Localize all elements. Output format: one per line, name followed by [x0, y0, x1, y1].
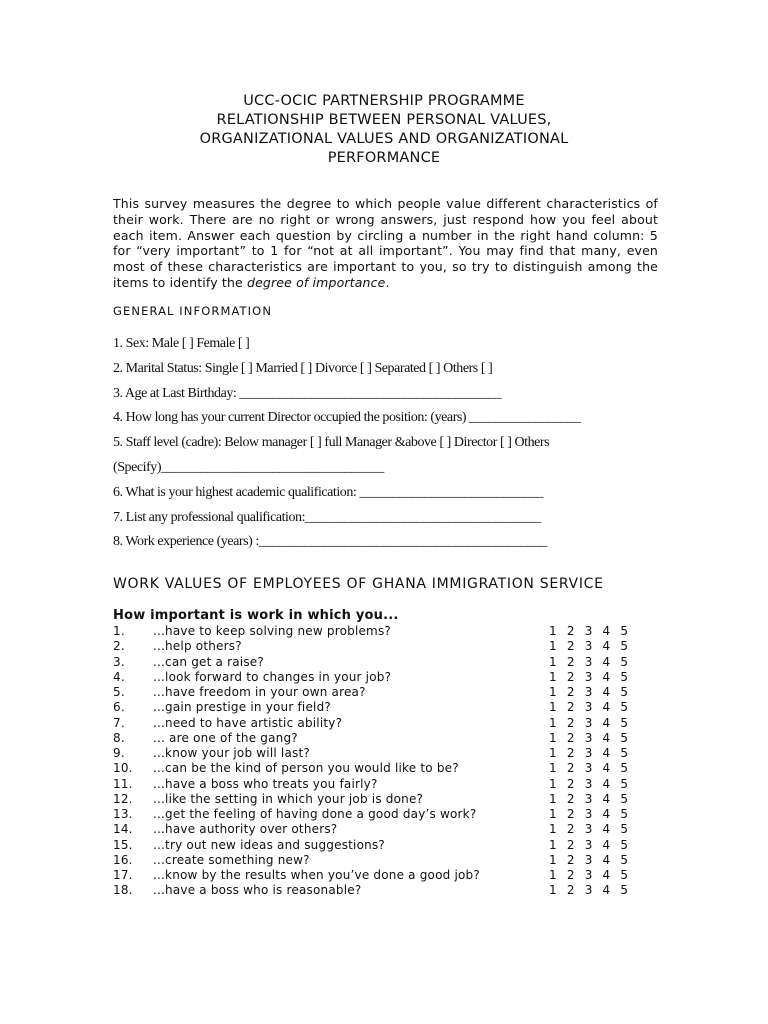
rating-scale[interactable]: 1 2 3 4 5 [549, 761, 629, 776]
item-number: 16. [113, 852, 133, 867]
item-number: 7. [113, 715, 125, 730]
rating-scale[interactable]: 1 2 3 4 5 [549, 791, 629, 806]
list-item [113, 700, 643, 715]
survey-instructions [113, 196, 658, 291]
item-text: ...like the setting in which your job is done? [153, 791, 424, 806]
rating-scale[interactable]: 1 2 3 4 5 [549, 700, 629, 715]
sex-field[interactable]: 1. Sex: Male [ ] Female [ ] [113, 336, 250, 351]
director-tenure-field[interactable]: 4. How long has your current Director occupied the position: (years) _________________ [113, 410, 581, 426]
item-number: 12. [113, 791, 133, 806]
staff-level-field[interactable]: 5. Staff level (cadre): Below manager [ ] full Manager &above [ ] Director [ ] Others [113, 435, 550, 451]
rating-scale[interactable]: 1 2 3 4 5 [549, 852, 629, 867]
list-item [113, 655, 643, 670]
item-number: 5. [113, 685, 125, 699]
item-number: 10. [113, 761, 133, 776]
academic-qualification-field[interactable]: 6. What is your highest academic qualification: ____________________________ [113, 484, 543, 500]
list-item [113, 761, 643, 776]
rating-scale[interactable]: 1 2 3 4 5 [549, 685, 629, 699]
item-text: ...can be the kind of person you would like to be? [153, 761, 459, 776]
age-field[interactable]: 3. Age at Last Birthday: ________________________________________ [113, 385, 502, 401]
item-text: ...help others? [153, 639, 242, 654]
item-number: 11. [113, 776, 133, 791]
question-stem: How important is work in which you... [113, 608, 399, 623]
rating-scale[interactable]: 1 2 3 4 5 [549, 730, 629, 745]
rating-scale[interactable]: 1 2 3 4 5 [549, 624, 629, 638]
item-number: 3. [113, 654, 125, 669]
title-line: RELATIONSHIP BETWEEN PERSONAL VALUES, [216, 112, 552, 128]
item-number: 15. [113, 837, 133, 852]
item-text: ...get the feeling of having done a good day’s work? [153, 807, 477, 821]
item-text: ...try out new ideas and suggestions? [153, 837, 385, 852]
item-text: ...have authority over others? [153, 822, 338, 837]
title-line: PERFORMANCE [327, 150, 441, 166]
rating-scale[interactable]: 1 2 3 4 5 [549, 807, 629, 821]
general-information-fields [113, 332, 673, 555]
rating-scale[interactable]: 1 2 3 4 5 [549, 654, 629, 669]
rating-scale[interactable]: 1 2 3 4 5 [549, 868, 629, 882]
list-item [113, 822, 643, 837]
rating-scale[interactable]: 1 2 3 4 5 [549, 715, 629, 730]
item-number: 8. [113, 730, 125, 745]
item-number: 14. [113, 822, 133, 837]
list-item [113, 746, 643, 761]
item-text: ...know your job will last? [153, 746, 310, 760]
list-item [113, 670, 643, 685]
item-number: 6. [113, 700, 125, 715]
item-number: 2. [113, 639, 125, 654]
work-values-heading: WORK VALUES OF EMPLOYEES OF GHANA IMMIGRATION SERVICE [113, 576, 604, 592]
rating-scale[interactable]: 1 2 3 4 5 [549, 669, 629, 684]
list-item [113, 685, 643, 700]
instructions-emphasis: degree of importance [246, 274, 386, 290]
general-information-heading: GENERAL INFORMATION [113, 304, 273, 318]
list-item [113, 777, 643, 792]
staff-level-specify-field[interactable]: (Specify)__________________________________ [113, 459, 384, 475]
item-text: ...look forward to changes in your job? [153, 669, 392, 684]
rating-scale[interactable]: 1 2 3 4 5 [549, 822, 629, 837]
rating-scale[interactable]: 1 2 3 4 5 [549, 883, 629, 898]
marital-status-field[interactable]: 2. Marital Status: Single [ ] Married [ ] Divorce [ ] Separated [ ] Others [ ] [113, 360, 493, 376]
work-experience-field[interactable]: 8. Work experience (years) :____________________________________________ [113, 534, 547, 550]
rating-scale[interactable]: 1 2 3 4 5 [549, 639, 629, 654]
list-item [113, 838, 643, 853]
item-text: ...have a boss who is reasonable? [153, 883, 362, 898]
list-item [113, 853, 643, 868]
document-title [0, 92, 768, 168]
title-line: ORGANIZATIONAL VALUES AND ORGANIZATIONAL [199, 131, 569, 147]
title-line: UCC-OCIC PARTNERSHIP PROGRAMME [243, 93, 525, 109]
item-text: ... are one of the gang? [153, 730, 298, 745]
item-number: 1. [113, 624, 125, 638]
item-text: ...gain prestige in your field? [153, 700, 331, 715]
rating-scale[interactable]: 1 2 3 4 5 [549, 776, 629, 791]
item-text: ...have freedom in your own area? [153, 685, 366, 699]
item-number: 13. [113, 807, 133, 821]
instructions-text: This survey measures the degree to which people value different characteristics of their work. There are no right or wrong answers, just respond how you feel about each item. Answer each question by circling a number in the right hand column: 5 for “very important” to 1 for “not at all important”. You may find that many, even most of these characteristics are important to you, so try to distinguish among the items to identify the [113, 196, 658, 290]
list-item [113, 639, 643, 654]
list-item [113, 868, 643, 883]
list-item [113, 883, 643, 898]
list-item [113, 731, 643, 746]
item-number: 18. [113, 883, 133, 898]
list-item [113, 792, 643, 807]
list-item [113, 807, 643, 822]
rating-scale[interactable]: 1 2 3 4 5 [549, 837, 629, 852]
professional-qualification-field[interactable]: 7. List any professional qualification:____________________________________ [113, 509, 541, 525]
item-text: ...create something new? [153, 852, 310, 867]
work-values-items [113, 624, 643, 899]
instructions-end: . [385, 274, 390, 290]
item-text: ...have to keep solving new problems? [153, 624, 391, 638]
list-item [113, 716, 643, 731]
item-number: 9. [113, 746, 125, 760]
item-text: ...need to have artistic ability? [153, 715, 343, 730]
item-text: ...can get a raise? [153, 654, 264, 669]
item-number: 4. [113, 669, 125, 684]
item-number: 17. [113, 868, 133, 882]
item-text: ...know by the results when you’ve done a good job? [153, 868, 480, 882]
item-text: ...have a boss who treats you fairly? [153, 776, 378, 791]
list-item [113, 624, 643, 639]
rating-scale[interactable]: 1 2 3 4 5 [549, 746, 629, 760]
